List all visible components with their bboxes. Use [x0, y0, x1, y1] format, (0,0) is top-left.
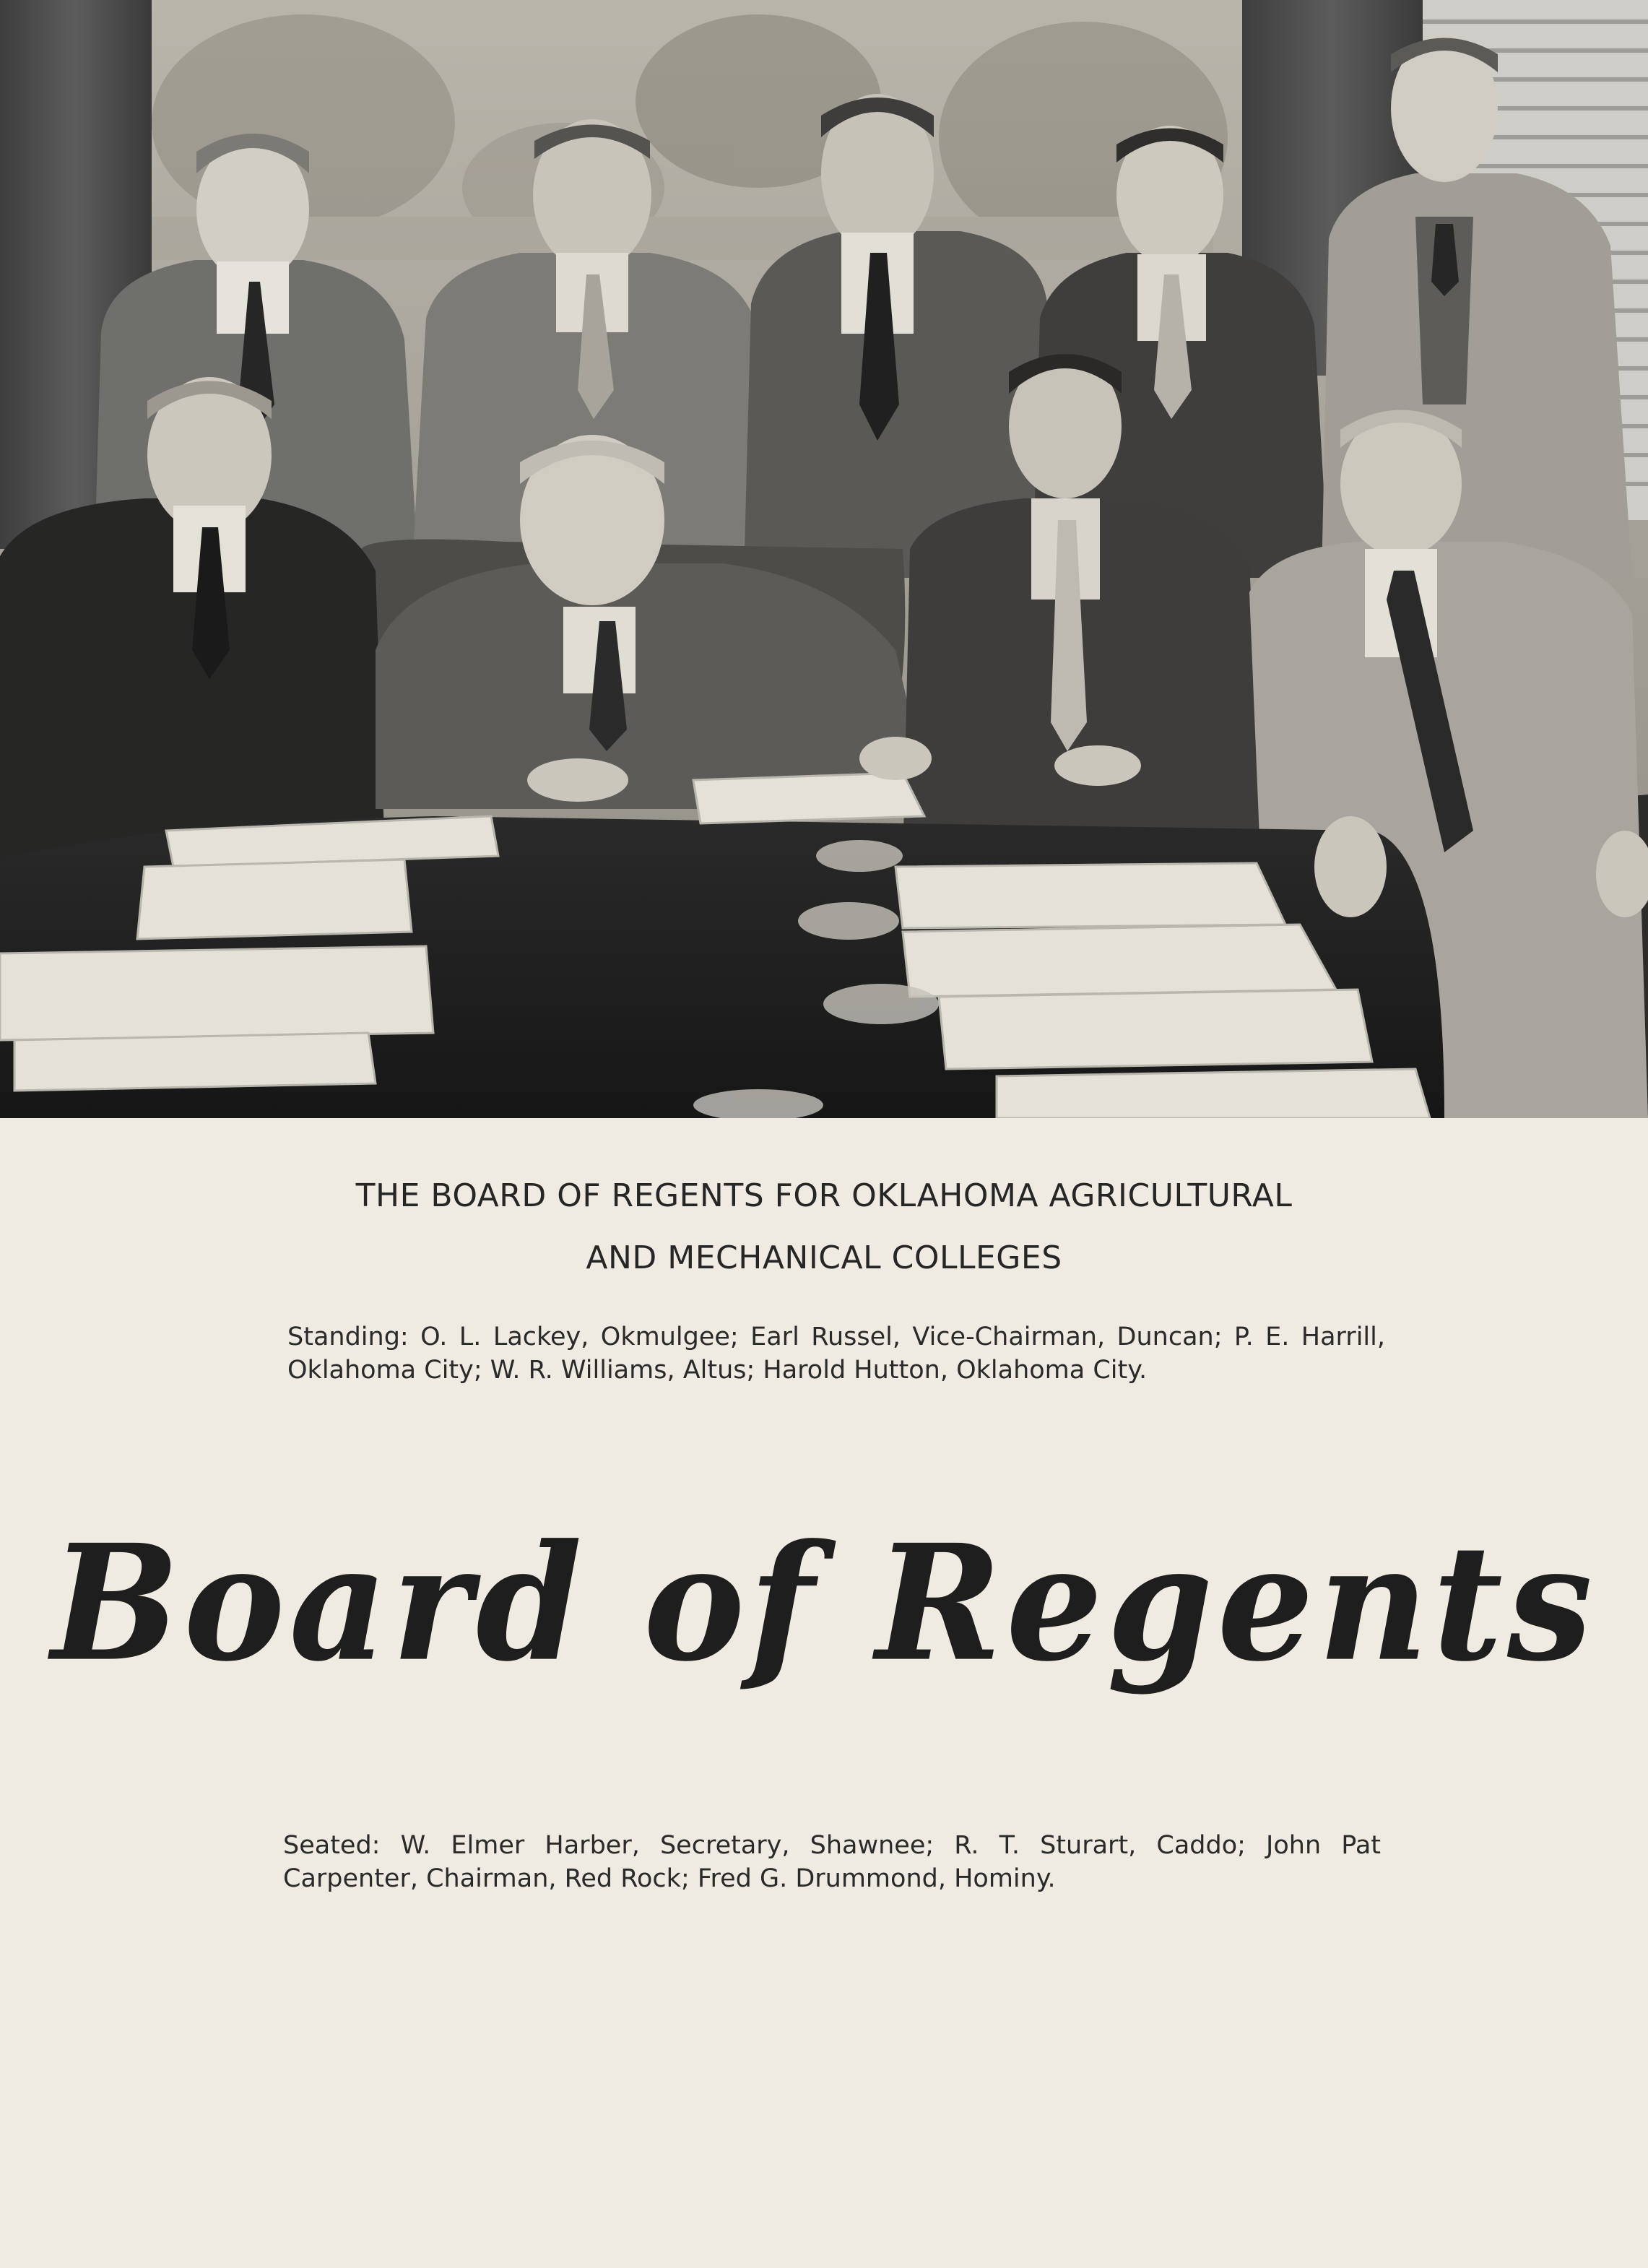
caption-title-line1: THE BOARD OF REGENTS FOR OKLAHOMA AGRICULTURAL [355, 1177, 1293, 1214]
seated-caption: Seated: W. Elmer Harber, Secretary, Shawnee; R. T. Sturart, Caddo; John Pat Carpenter, Chairman, Red Rock; Fred G. Drummond, Hominy. [283, 1831, 1381, 1893]
board-photo-illustration [0, 0, 1648, 1118]
standing-caption: Standing: O. L. Lackey, Okmulgee; Earl Russel, Vice-Chairman, Duncan; P. E. Harrill, Oklahoma City; W. R. Williams, Altus; Harold Hutton, Oklahoma City. [287, 1323, 1385, 1385]
caption-title-line2: AND MECHANICAL COLLEGES [586, 1239, 1062, 1276]
board-photo [0, 0, 1648, 1118]
page-heading: Board of Regents [51, 1509, 1597, 1697]
